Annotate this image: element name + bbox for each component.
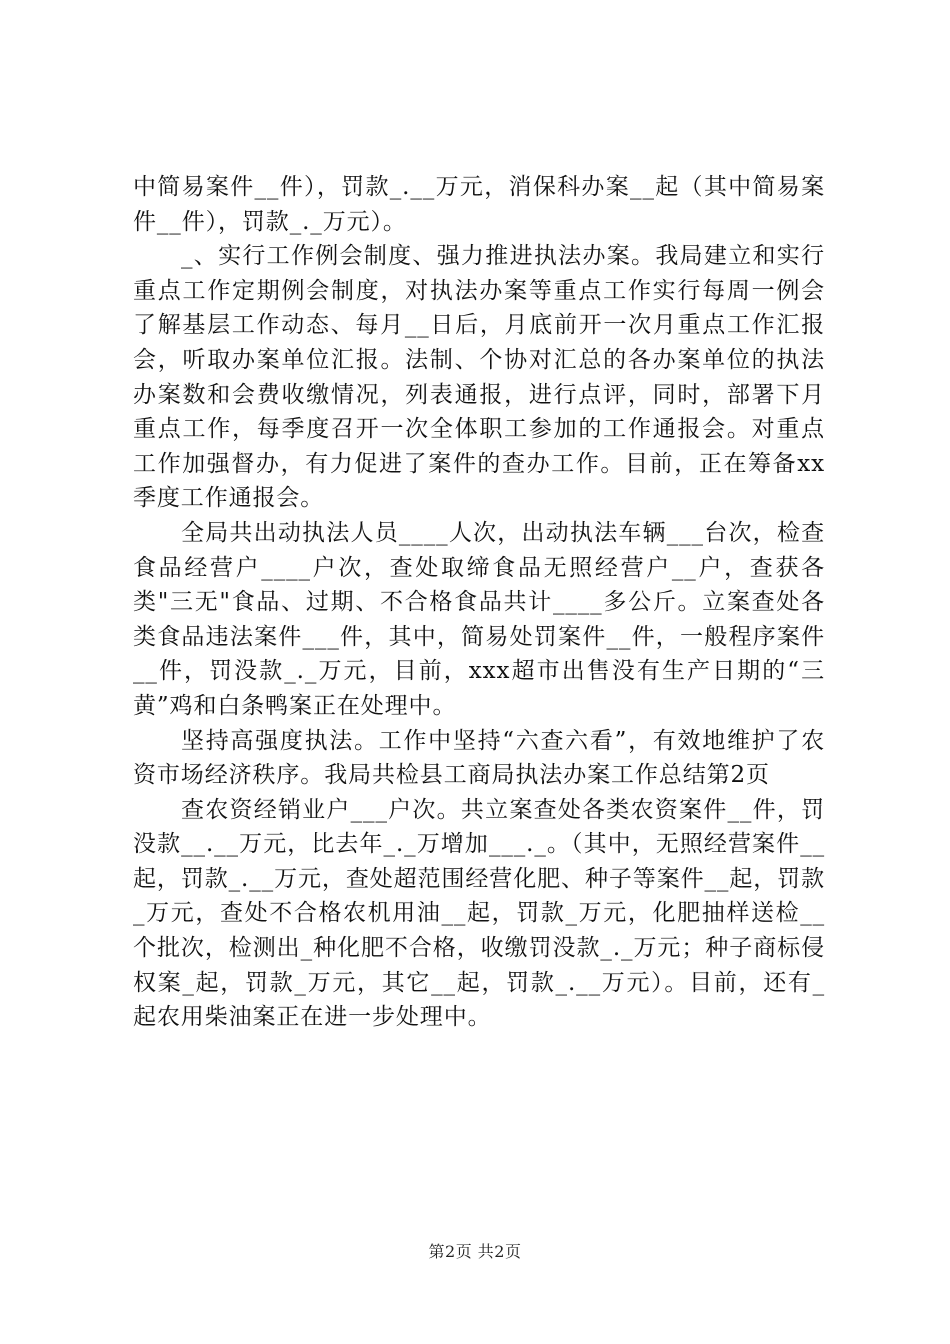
paragraph-1: 中简易案件__件），罚款_.__万元，消保科办案__起（其中简易案件__件），罚款_._万元）。 <box>133 174 825 235</box>
document-body <box>133 170 825 1035</box>
paragraph-2: _、实行工作例会制度、强力推进执法办案。我局建立和实行重点工作定期例会制度，对执法办案等重点工作实行每周一例会了解基层工作动态、每月__日后，月底前开一次月重点工作汇报会，听取办案单位汇报。法制、个协对汇总的各办案单位的执法办案数和会费收缴情况，列表通报，进行点评，同时，部署下月重点工作，每季度召开一次全体职工参加的工作通报会。对重点工作加强督办，有力促进了案件的查办工作。目前，正在筹备xx季度工作通报会。 <box>133 243 825 512</box>
paragraph-5: 查农资经销业户___户次。共立案查处各类农资案件__件，罚没款__.__万元，比去年_._万增加___._。（其中，无照经营案件__起，罚款_.__万元，查处超范围经营化肥、种子等案件__起，罚款_万元，查处不合格农机用油__起，罚款_万元，化肥抽样送检__个批次，检测出_种化肥不合格，收缴罚没款_._万元；种子商标侵权案_起，罚款_万元，其它__起，罚款_.__万元）。目前，还有_起农用柴油案正在进一步处理中。 <box>133 796 825 1031</box>
paragraph-3: 全局共出动执法人员____人次，出动执法车辆___台次，检查食品经营户____户次，查处取缔食品无照经营户__户，查获各类"三无"食品、过期、不合格食品共计____多公斤。立案查处各类食品违法案件___件，其中，简易处罚案件__件，一般程序案件__件，罚没款_._万元，目前，xxx超市出售没有生产日期的“三黄”鸡和白条鸭案正在处理中。 <box>133 519 825 719</box>
paragraph-4: 坚持高强度执法。工作中坚持“六查六看”，有效地维护了农资市场经济秩序。我局共检县工商局执法办案工作总结第2页 <box>133 727 825 789</box>
page-footer: 第2页 共2页 <box>428 1242 522 1261</box>
